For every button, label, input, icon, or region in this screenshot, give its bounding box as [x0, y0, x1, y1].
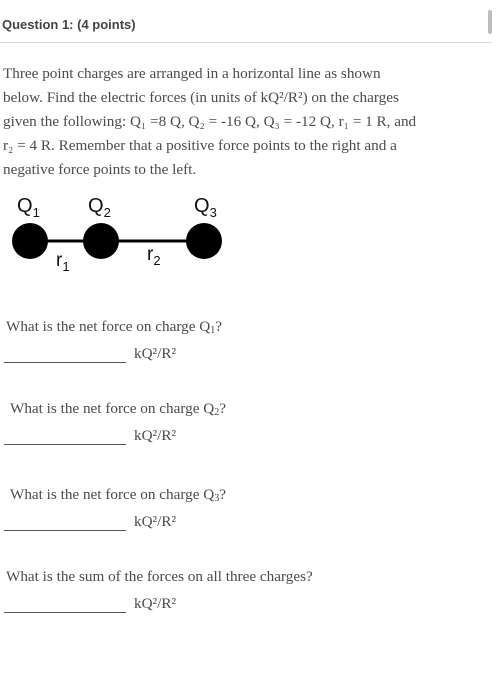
answer-unit: kQ²/R²: [134, 427, 177, 444]
answer-blank[interactable]: [4, 515, 126, 531]
part-3-answer-row: [4, 513, 176, 531]
question-title: Question 1: (4 points): [2, 17, 136, 32]
answer-blank[interactable]: [4, 597, 126, 613]
prompt-line: below. Find the electric forces (in units of kQ²/R²) on the charges: [3, 89, 399, 106]
charge-q2-dot: [83, 223, 119, 259]
charge-diagram: [0, 184, 240, 276]
prompt-line: given the following: Q₁ =8 Q, Q₂ = -16 Q, Q₃ = -12 Q, r₁ = 1 R, and: [3, 113, 417, 130]
answer-blank[interactable]: [4, 429, 126, 445]
answer-unit: kQ²/R²: [134, 345, 177, 362]
charge-q1-dot: [12, 223, 48, 259]
question-prompt: [3, 62, 481, 182]
prompt-line: r₂ = 4 R. Remember that a positive force points to the right and a: [3, 137, 397, 154]
charge-q3-label: $Q_3$: [194, 195, 217, 220]
part-question-suffix: ?: [219, 400, 226, 417]
charge-q1-label: $Q_1$: [17, 195, 40, 220]
part-1-question: [6, 318, 222, 336]
title-divider: [0, 42, 492, 43]
charge-q3-dot: [186, 223, 222, 259]
distance-r2-label: $r_2$: [147, 244, 161, 268]
part-question-suffix: ?: [219, 486, 226, 503]
charge-q2-label: $Q_2$: [88, 195, 111, 220]
part-2-question: [10, 400, 226, 418]
part-question-text: What is the net force on charge Q: [6, 318, 211, 335]
distance-r1-label: $r_1$: [56, 250, 70, 274]
scrollbar-thumb[interactable]: [488, 10, 492, 34]
part-question-subscript: 1: [210, 325, 216, 336]
part-question-subscript: 2: [214, 407, 220, 418]
answer-unit: kQ²/R²: [134, 595, 177, 612]
part-3-question: [10, 486, 226, 504]
answer-blank[interactable]: [4, 347, 126, 363]
part-1-answer-row: [4, 345, 176, 363]
part-question-text: What is the net force on charge Q: [10, 486, 215, 503]
part-4-answer-row: [4, 595, 176, 613]
part-question-text: What is the net force on charge Q: [10, 400, 215, 417]
part-2-answer-row: [4, 427, 176, 445]
answer-unit: kQ²/R²: [134, 513, 177, 530]
part-4-question: [6, 568, 313, 586]
prompt-line: negative force points to the left.: [3, 161, 197, 178]
part-question-text: What is the sum of the forces on all three charges?: [6, 568, 313, 585]
part-question-suffix: ?: [215, 318, 222, 335]
prompt-line: Three point charges are arranged in a horizontal line as shown: [3, 65, 381, 82]
part-question-subscript: 3: [214, 493, 220, 504]
